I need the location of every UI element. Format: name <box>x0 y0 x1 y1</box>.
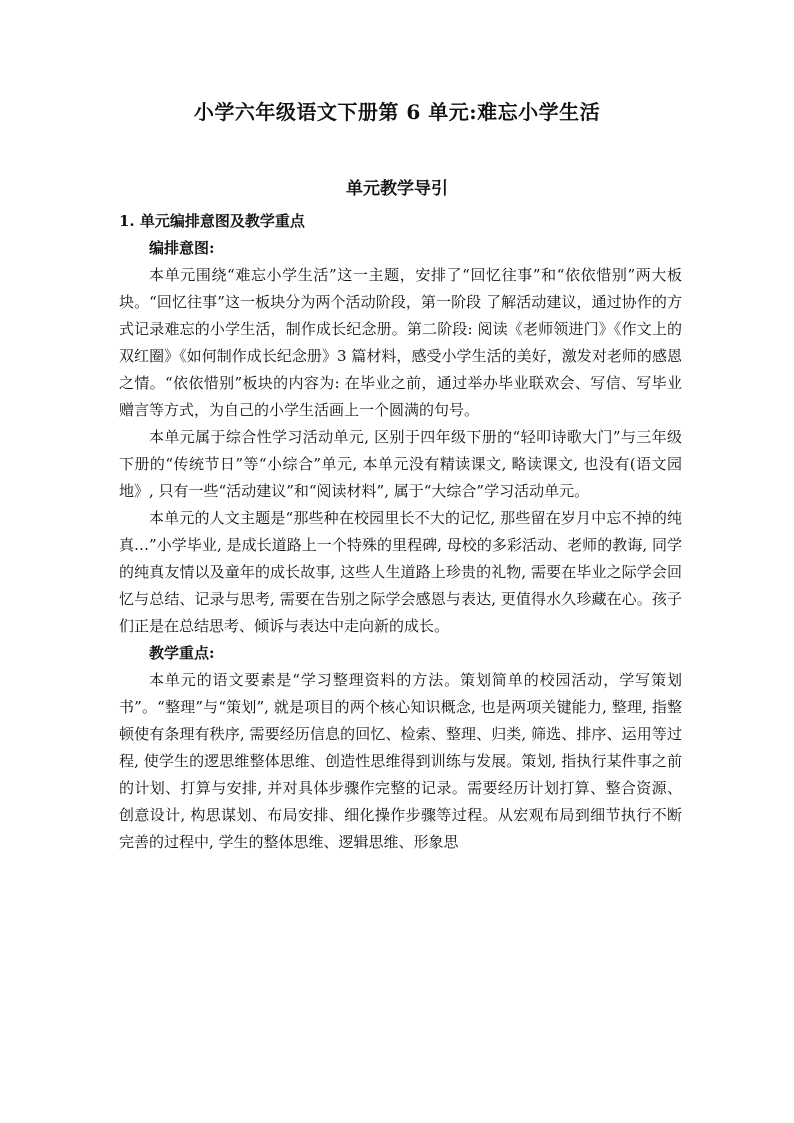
paragraph: 本单元属于综合性学习活动单元, 区别于四年级下册的“轻叩诗歌大门”与三年级下册的“传统节日”等“小综合”单元, 本单元没有精读课文, 略读课文, 也没有(语文园地》, 只有一些“活动建议”和“阅读材料”, 属于“大综合”学习活动单元。 <box>119 428 682 500</box>
paragraph: 本单元的人文主题是“那些种在校园里长不大的记忆, 那些留在岁月中忘不掉的纯真…”小学毕业, 是成长道路上一个特殊的里程碑, 母校的多彩活动、老师的教诲, 同学的纯真友情以及童年的成长故事, 这些人生道路上珍贵的礼物, 需要在毕业之际学会回忆与总结、记录与思考, 需要在告别之际学会感恩与表达, 更值得水久珍藏在心。孩子们正是在总结思考、倾诉与表达中走向新的成长。 <box>119 509 682 635</box>
document-body <box>119 208 682 856</box>
document-title: 小学六年级语文下册第 6 单元:难忘小学生活 <box>193 100 601 124</box>
section-title: 单元教学导引 <box>346 179 448 199</box>
heading-unit-design: 1. 单元编排意图及教学重点 <box>119 212 305 230</box>
paragraph: 本单元的语文要素是“学习整理资料的方法。策划简单的校园活动，学写策划书”。“整理”与“策划”, 就是项目的两个核心知识概念, 也是两项关键能力, 整理, 指整顿使有条理有秩序, 需要经历信息的回忆、检索、整理、归类, 筛选、排序、运用等过程, 使学生的逻思维整体思维、创造性思维得到训练与发展。策划, 指执行某件事之前的计划、打算与安排, 并对具体步骤作完整的记录。需要经历计划打算、整合资源、创意设计, 构思谋划、布局安排、细化操作步骤等过程。从宏观布局到细节执行不断完善的过程中, 学生的整体思维、逻辑思维、形象思 <box>119 671 682 851</box>
paragraph: 本单元围绕“难忘小学生活”这一主题，安排了“回忆往事”和“依依惜别”两大板块。“回忆往事”这一板块分为两个活动阶段，第一阶段 了解活动建议，通过协作的方式记录难忘的小学生活，制作成长纪念册。第二阶段: 阅读《老师领进门》《作文上的双红圈》《如何制作成长纪念册》3 篇材料，感受小学生活的美好，激发对老师的感恩之情。“依依惜别”板块的内容为: 在毕业之前，通过举办毕业联欢会、写信、写毕业赠言等方式，为自己的小学生活画上一个圆满的句号。 <box>119 266 682 419</box>
subheading-teaching-focus: 教学重点: <box>149 644 215 662</box>
subheading-design-intent: 编排意图: <box>149 239 215 257</box>
